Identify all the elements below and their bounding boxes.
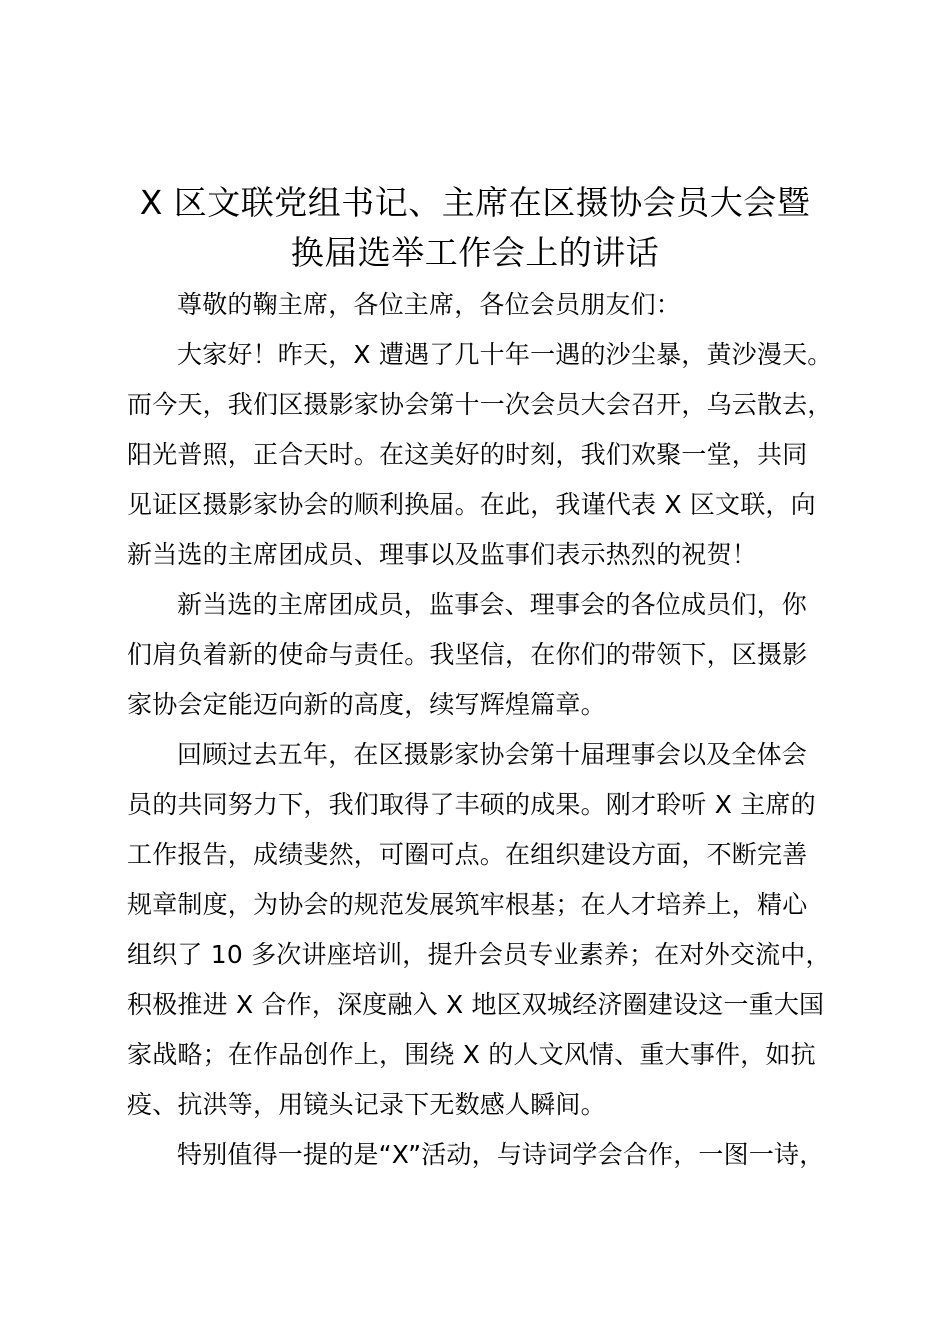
paragraph-line: 见证区摄影家协会的顺利换届。在此，我谨代表 X 区文联，向 xyxy=(127,490,816,519)
review-paragraph xyxy=(127,730,862,1130)
paragraph-line: 家协会定能迈向新的高度，续写辉煌篇章。 xyxy=(127,690,606,719)
paragraph-line: 大家好！昨天，X 遭遇了几十年一遇的沙尘暴，黄沙漫天。 xyxy=(177,340,833,369)
paragraph-line: 们肩负着新的使命与责任。我坚信，在你们的带领下，区摄影 xyxy=(127,640,808,669)
title-line: X 区文联党组书记、主席在区摄协会员大会暨 xyxy=(139,183,811,222)
paragraph-line: 疫、抗洪等，用镜头记录下无数感人瞬间。 xyxy=(127,1090,606,1119)
paragraph-line: 阳光普照，正合天时。在这美好的时刻，我们欢聚一堂，共同 xyxy=(127,440,808,469)
paragraph-line: 规章制度，为协会的规范发展筑牢根基；在人才培养上，精心 xyxy=(127,890,808,919)
paragraph-line: 而今天，我们区摄影家协会第十一次会员大会召开，乌云散去， xyxy=(127,390,833,419)
paragraph-line: 尊敬的鞠主席，各位主席，各位会员朋友们： xyxy=(177,290,682,319)
paragraph-line: 家战略；在作品创作上，围绕 X 的人文风情、重大事件，如抗 xyxy=(127,1040,816,1069)
document-body xyxy=(127,280,862,1180)
title-line: 换届选举工作会上的讲话 xyxy=(290,233,660,272)
greeting-paragraph xyxy=(127,330,862,580)
paragraph-line: 工作报告，成绩斐然，可圈可点。在组织建设方面，不断完善 xyxy=(127,840,808,869)
paragraph-line: 员的共同努力下，我们取得了丰硕的成果。刚才聆听 X 主席的 xyxy=(127,790,816,819)
paragraph-line: 特别值得一提的是“X”活动，与诗词学会合作，一图一诗， xyxy=(177,1140,825,1169)
salutation-paragraph xyxy=(127,280,862,330)
paragraph-line: 新当选的主席团成员，监事会、理事会的各位成员们，你 xyxy=(177,590,808,619)
document-title xyxy=(110,178,840,278)
new-leadership-paragraph xyxy=(127,580,862,730)
highlight-paragraph xyxy=(127,1130,862,1180)
paragraph-line: 新当选的主席团成员、理事以及监事们表示热烈的祝贺！ xyxy=(127,540,758,569)
paragraph-line: 积极推进 X 合作，深度融入 X 地区双城经济圈建设这一重大国 xyxy=(127,990,825,1019)
paragraph-line: 回顾过去五年，在区摄影家协会第十届理事会以及全体会 xyxy=(177,740,808,769)
paragraph-line: 组织了 10 多次讲座培训，提升会员专业素养；在对外交流中， xyxy=(127,940,831,969)
